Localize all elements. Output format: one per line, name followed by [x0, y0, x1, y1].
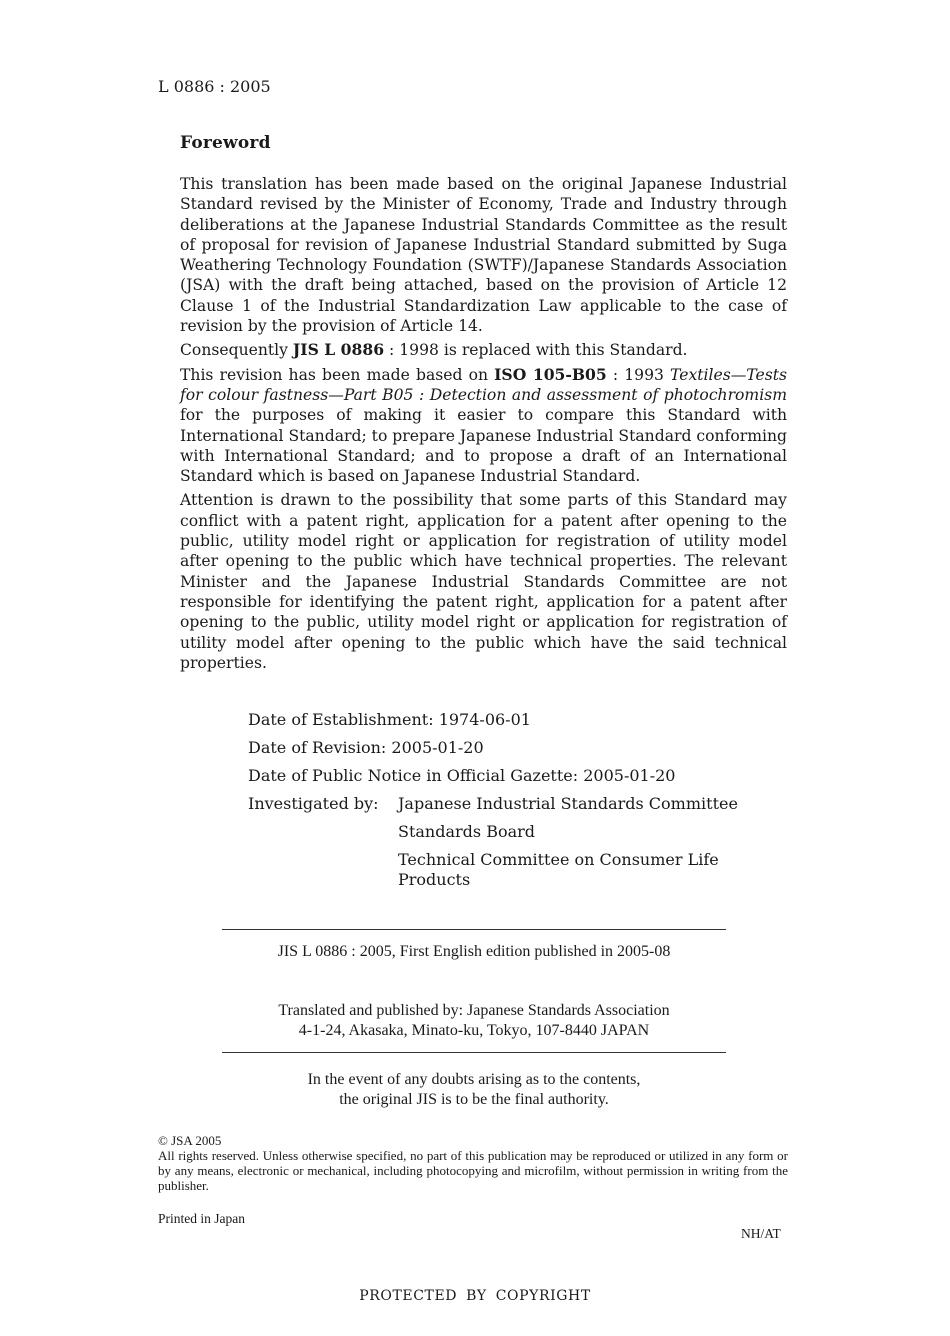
- copyright-line: © JSA 2005: [158, 1133, 222, 1148]
- investigated-line: Standards Board: [398, 822, 536, 841]
- text-run: This revision has been made based on: [180, 365, 495, 384]
- standard-title: Textiles—Tests for colour fastness—Part B05 : Detection and assessment of photochromism: [180, 365, 787, 404]
- copyright-footer: PROTECTED BY COPYRIGHT: [359, 1288, 591, 1304]
- investigated-line: Technical Committee on Consumer Life: [398, 850, 719, 869]
- printed-in: Printed in Japan: [158, 1211, 245, 1226]
- translated-by: Translated and published by: Japanese Standards Association: [278, 1002, 670, 1019]
- foreword-paragraph-3: [180, 365, 787, 487]
- document-id: L 0886 : 2005: [158, 77, 271, 96]
- foreword-body: [180, 174, 787, 677]
- standard-reference: ISO 105-B05: [494, 364, 607, 384]
- publisher-address: 4-1-24, Akasaka, Minato-ku, Tokyo, 107-8440 JAPAN: [298, 1022, 650, 1039]
- doubts-note-line-2: the original JIS is to be the final authority.: [339, 1091, 609, 1108]
- foreword-paragraph-2: [180, 340, 787, 360]
- date-revision: Date of Revision: 2005-01-20: [248, 738, 484, 757]
- investigated-line: Japanese Industrial Standards Committee: [398, 794, 738, 813]
- rights-statement: All rights reserved. Unless otherwise specified, no part of this publication may be reproduced or utilized in any form or by any means, electronic or mechanical, including photocopying and microfilm, without permission in writing from the publisher.: [158, 1148, 788, 1193]
- edition-note: JIS L 0886 : 2005, First English edition published in 2005-08: [277, 943, 671, 960]
- text-run: Consequently: [180, 341, 293, 360]
- date-establishment: Date of Establishment: 1974-06-01: [248, 710, 531, 729]
- foreword-paragraph-1: This translation has been made based on the original Japanese Industrial Standard revised by the Minister of Economy, Trade and Industry through deliberations at the Japanese Industrial Standards Committee as the result of proposal for revision of Japanese Industrial Standard submitted by Suga Weathering Technology Foundation (SWTF)/Japanese Standards Association (JSA) with the draft being attached, based on the provision of Article 12 Clause 1 of the Industrial Standardization Law applicable to the case of revision by the provision of Article 14.: [180, 175, 787, 336]
- divider: [222, 929, 726, 930]
- text-run: : 1998 is replaced with this Standard.: [384, 341, 688, 360]
- legal-notice: [158, 1133, 788, 1193]
- investigated-label: Investigated by:: [248, 794, 379, 813]
- doubts-note-line-1: In the event of any doubts arising as to the contents,: [307, 1071, 641, 1088]
- investigated-line: Products: [398, 870, 471, 889]
- standard-reference: JIS L 0886: [292, 340, 385, 360]
- date-public-notice: Date of Public Notice in Official Gazette: 2005-01-20: [248, 766, 676, 785]
- foreword-heading: Foreword: [180, 133, 271, 153]
- divider: [222, 1052, 726, 1053]
- text-run: for the purposes of making it easier to compare this Standard with International Standard; to prepare Japanese Industrial Standard conforming with International Standard; and to propose a draft of an International Standard which is based on Japanese Industrial Standard.: [180, 406, 787, 486]
- text-run: : 1993: [606, 365, 671, 384]
- initials: NH/AT: [741, 1226, 781, 1241]
- foreword-paragraph-4: Attention is drawn to the possibility that some parts of this Standard may conflict with a patent right, application for a patent after opening to the public, utility model right or application for registration of utility model after opening to the public which have technical properties. The relevant Minister and the Japanese Industrial Standards Committee are not responsible for identifying the patent right, application for a patent after opening to the public, utility model right or application for registration of utility model after opening to the public which have the said technical properties.: [180, 491, 787, 672]
